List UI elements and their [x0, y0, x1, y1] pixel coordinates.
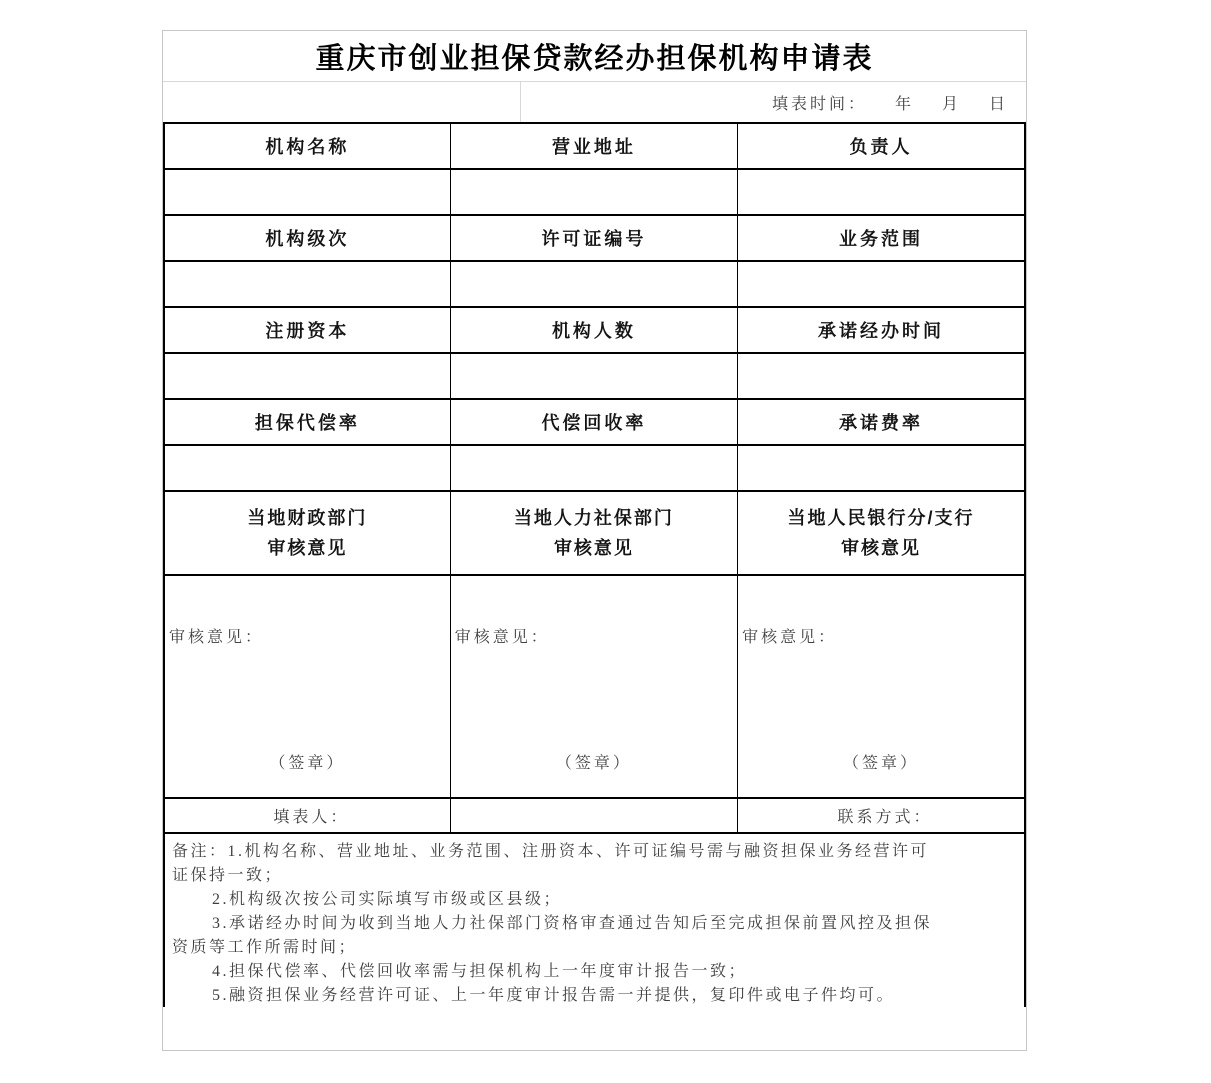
note-line: 证保持一致； — [172, 867, 284, 884]
table-row — [164, 169, 1025, 215]
fill-time-label: 填表时间： — [771, 95, 867, 113]
note-line: 5.融资担保业务经营许可证、上一年度审计报告需一并提供，复印件或电子件均可。 — [212, 987, 896, 1004]
empty-data-cell — [164, 261, 450, 307]
header-cell-person-in-charge: 负责人 — [738, 123, 1025, 169]
opinion-label: 审核意见： — [742, 629, 838, 646]
fill-time-row — [163, 82, 1026, 122]
contact-label: 联系方式： — [837, 809, 933, 826]
application-table — [163, 122, 1026, 834]
table-row — [164, 307, 1025, 353]
opinion-label: 审核意见： — [169, 629, 265, 646]
fill-time-day: 日 — [988, 95, 1008, 113]
header-cell-business-address: 营业地址 — [450, 123, 737, 169]
empty-data-cell — [450, 798, 737, 833]
review-header-peoples-bank-branch — [738, 491, 1025, 575]
seal-label: （签章） — [555, 755, 632, 772]
empty-data-cell — [164, 169, 450, 215]
header-cell-license-number: 许可证编号 — [450, 215, 737, 261]
header-cell-compensation-rate: 担保代偿率 — [164, 399, 450, 445]
table-row — [164, 123, 1025, 169]
form-page — [162, 30, 1027, 1051]
table-row — [164, 261, 1025, 307]
review-header-line1: 当地人民银行分/支行 — [787, 508, 975, 528]
fill-time-month: 月 — [941, 95, 961, 113]
note-line: 资质等工作所需时间； — [172, 939, 358, 956]
table-row — [164, 575, 1025, 798]
review-header-hr-social-security-dept — [450, 491, 737, 575]
header-cell-registered-capital: 注册资本 — [164, 307, 450, 353]
header-cell-promised-fee-rate: 承诺费率 — [738, 399, 1025, 445]
empty-data-cell — [738, 169, 1025, 215]
review-opinion-wrap — [738, 576, 1024, 797]
seal-label: （签章） — [843, 755, 920, 772]
review-opinion-cell-hr — [450, 575, 737, 798]
seal-label: （签章） — [269, 755, 346, 772]
header-cell-promised-handling-time: 承诺经办时间 — [738, 307, 1025, 353]
table-row — [164, 445, 1025, 491]
empty-data-cell — [450, 169, 737, 215]
review-header-line1: 当地人力社保部门 — [513, 508, 674, 528]
table-row — [164, 798, 1025, 833]
empty-data-cell — [164, 445, 450, 491]
table-row — [164, 353, 1025, 399]
review-header-finance-dept — [164, 491, 450, 575]
table-row — [164, 215, 1025, 261]
empty-data-cell — [450, 445, 737, 491]
review-opinion-wrap — [451, 576, 737, 797]
note-line: 3.承诺经办时间为收到当地人力社保部门资格审查通过告知后至完成担保前置风控及担保 — [212, 915, 933, 932]
empty-data-cell — [738, 261, 1025, 307]
header-cell-institution-name: 机构名称 — [164, 123, 450, 169]
review-header-line2: 审核意见 — [267, 538, 348, 558]
empty-data-cell — [738, 445, 1025, 491]
note-line: 2.机构级次按公司实际填写市级或区县级； — [212, 891, 563, 908]
footer-filler-cell — [164, 798, 450, 833]
review-opinion-cell-bank — [738, 575, 1025, 798]
table-row — [164, 399, 1025, 445]
header-cell-business-scope: 业务范围 — [738, 215, 1025, 261]
empty-data-cell — [738, 353, 1025, 399]
footer-contact-cell — [738, 798, 1025, 833]
header-cell-recovery-rate: 代偿回收率 — [450, 399, 737, 445]
note-line: 4.担保代偿率、代偿回收率需与担保机构上一年度审计报告一致； — [212, 963, 748, 980]
review-opinion-cell-finance — [164, 575, 450, 798]
table-row — [164, 491, 1025, 575]
cell-divider — [520, 82, 521, 122]
empty-data-cell — [164, 353, 450, 399]
header-cell-staff-count: 机构人数 — [450, 307, 737, 353]
header-cell-institution-level: 机构级次 — [164, 215, 450, 261]
review-header-line2: 审核意见 — [841, 538, 922, 558]
notes-section — [163, 834, 1026, 1007]
review-header-line2: 审核意见 — [553, 538, 634, 558]
review-opinion-wrap — [165, 576, 450, 797]
empty-data-cell — [450, 261, 737, 307]
review-header-line1: 当地财政部门 — [247, 508, 368, 528]
empty-data-cell — [450, 353, 737, 399]
page-title: 重庆市创业担保贷款经办担保机构申请表 — [315, 42, 874, 75]
opinion-label: 审核意见： — [454, 629, 550, 646]
fill-time-year: 年 — [894, 95, 914, 113]
title-row — [163, 31, 1026, 82]
filler-label: 填表人： — [273, 809, 350, 826]
note-line: 备注：1.机构名称、营业地址、业务范围、注册资本、许可证编号需与融资担保业务经营许可 — [172, 843, 930, 860]
